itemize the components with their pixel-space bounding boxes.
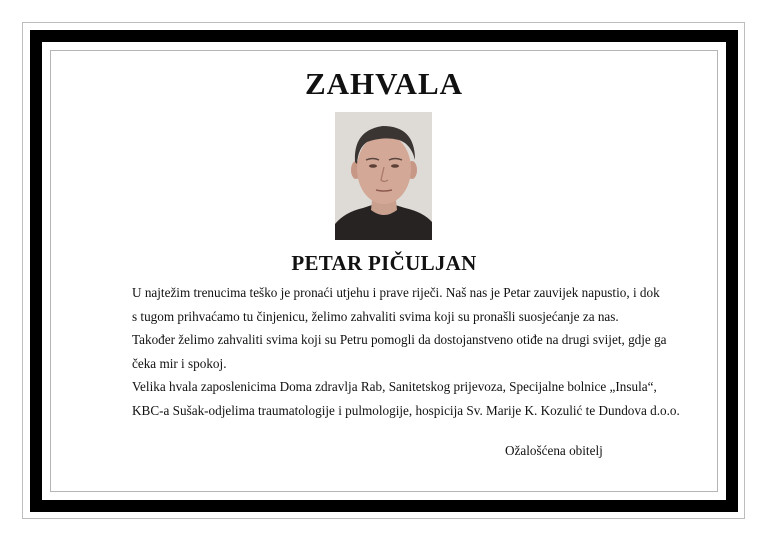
- notice-title: ZAHVALA: [304, 66, 464, 101]
- portrait-photo-icon: [335, 112, 432, 240]
- notice-body: [132, 281, 692, 422]
- body-line: KBC-a Sušak-odjelima traumatologije i pulmologije, hospicija Sv. Marije K. Kozulić te Dundova d.o.o.: [132, 402, 680, 418]
- portrait-photo: [335, 112, 432, 240]
- body-line: Također želimo zahvaliti svima koji su Petru pomogli da dostojanstveno otiđe na drugi svijet, gdje ga: [132, 332, 667, 347]
- body-line: U najtežim trenucima teško je pronaći utjehu i prave riječi. Naš nas je Petar zauvijek napustio, i dok: [132, 285, 660, 300]
- body-line: s tugom prihvaćamo tu činjenicu, želimo zahvaliti svima koji su pronašli suosjećanje za nas.: [132, 308, 619, 324]
- body-line: čeka mir i spokoj.: [132, 355, 227, 371]
- deceased-name: PETAR PIČULJAN: [291, 251, 477, 275]
- signature: Ožalošćena obitelj: [505, 443, 603, 458]
- body-line: Velika hvala zaposlenicima Doma zdravlja Rab, Sanitetskog prijevoza, Specijalne bolnice „Insula“,: [132, 379, 657, 394]
